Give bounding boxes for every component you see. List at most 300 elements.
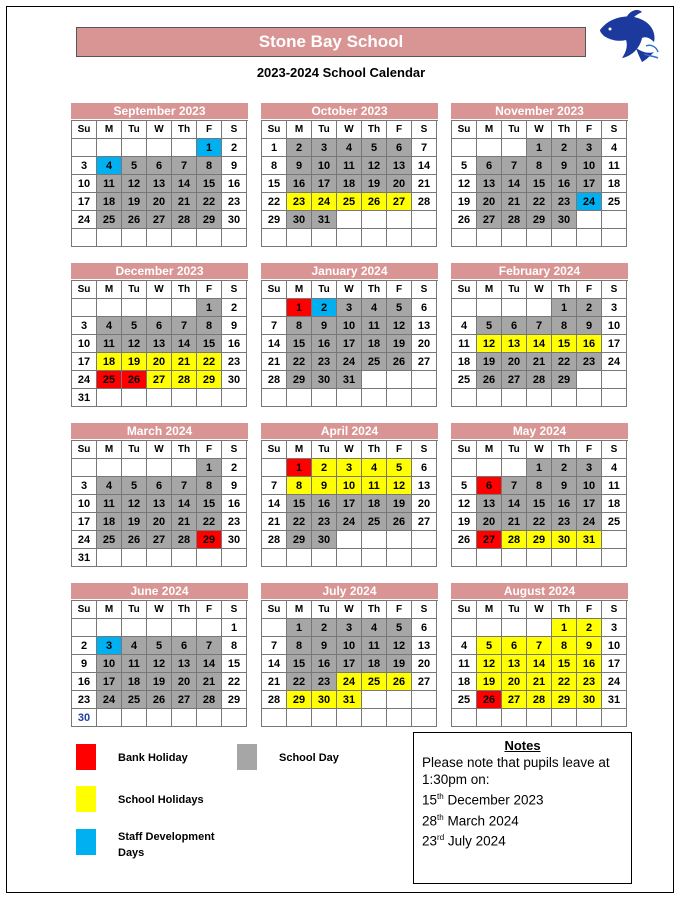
- day-header: W: [147, 281, 172, 299]
- day-cell: 14: [172, 495, 197, 513]
- empty-cell: [72, 139, 97, 157]
- day-header: S: [222, 601, 247, 619]
- empty-cell: [172, 459, 197, 477]
- day-cell: 16: [312, 495, 337, 513]
- day-cell: 29: [197, 211, 222, 229]
- day-cell: 9: [552, 157, 577, 175]
- empty-cell: [97, 229, 122, 247]
- day-cell: 16: [552, 175, 577, 193]
- day-cell: 24: [577, 513, 602, 531]
- day-cell: 1: [287, 299, 312, 317]
- month-5: [451, 263, 628, 407]
- staff-development-label-line2: Days: [118, 847, 145, 859]
- day-header: W: [527, 601, 552, 619]
- day-cell: 13: [172, 655, 197, 673]
- day-cell: 3: [602, 299, 627, 317]
- day-cell: 3: [337, 619, 362, 637]
- empty-cell: [72, 459, 97, 477]
- day-header: Tu: [502, 281, 527, 299]
- day-cell: 8: [197, 317, 222, 335]
- empty-cell: [122, 619, 147, 637]
- day-header: S: [222, 441, 247, 459]
- empty-cell: [477, 459, 502, 477]
- empty-cell: [602, 549, 627, 567]
- empty-cell: [312, 549, 337, 567]
- day-cell: 8: [287, 637, 312, 655]
- day-cell: 14: [412, 157, 437, 175]
- day-cell: 30: [577, 691, 602, 709]
- day-cell: 4: [362, 299, 387, 317]
- empty-cell: [287, 709, 312, 727]
- day-cell: 2: [222, 139, 247, 157]
- day-cell: 30: [287, 211, 312, 229]
- day-cell: 8: [197, 157, 222, 175]
- empty-cell: [287, 229, 312, 247]
- empty-cell: [387, 709, 412, 727]
- day-cell: 24: [337, 673, 362, 691]
- day-cell: 18: [337, 175, 362, 193]
- day-cell: 4: [452, 637, 477, 655]
- empty-cell: [602, 709, 627, 727]
- day-cell: 17: [312, 175, 337, 193]
- day-header: S: [222, 281, 247, 299]
- empty-cell: [577, 371, 602, 389]
- day-header: F: [577, 121, 602, 139]
- day-cell: 20: [502, 353, 527, 371]
- day-cell: 2: [222, 459, 247, 477]
- empty-cell: [502, 459, 527, 477]
- empty-cell: [337, 229, 362, 247]
- day-cell: 23: [552, 193, 577, 211]
- empty-cell: [362, 691, 387, 709]
- day-cell: 31: [602, 691, 627, 709]
- day-cell: 29: [552, 371, 577, 389]
- day-cell: 22: [262, 193, 287, 211]
- notes-date-3-suffix: rd: [437, 833, 445, 842]
- day-cell: 19: [477, 673, 502, 691]
- day-cell: 14: [502, 495, 527, 513]
- day-cell: 18: [97, 193, 122, 211]
- day-cell: 10: [602, 317, 627, 335]
- day-cell: 26: [122, 531, 147, 549]
- day-cell: 2: [552, 139, 577, 157]
- day-cell: 12: [452, 495, 477, 513]
- day-header: Su: [72, 281, 97, 299]
- day-cell: 6: [477, 157, 502, 175]
- day-cell: 5: [387, 619, 412, 637]
- day-cell: 28: [262, 531, 287, 549]
- notes-date-1-rest: December 2023: [443, 792, 544, 808]
- day-cell: 29: [287, 371, 312, 389]
- day-cell: 17: [602, 655, 627, 673]
- day-header: Su: [452, 121, 477, 139]
- empty-cell: [362, 229, 387, 247]
- day-cell: 3: [337, 459, 362, 477]
- month-8: [451, 423, 628, 567]
- month-title: August 2024: [451, 583, 628, 599]
- day-cell: 20: [477, 513, 502, 531]
- day-cell: 18: [452, 353, 477, 371]
- empty-cell: [452, 299, 477, 317]
- day-cell: 8: [262, 157, 287, 175]
- empty-cell: [337, 709, 362, 727]
- day-cell: 24: [602, 673, 627, 691]
- empty-cell: [412, 211, 437, 229]
- day-cell: 27: [147, 211, 172, 229]
- day-header: Th: [552, 601, 577, 619]
- day-cell: 3: [602, 619, 627, 637]
- day-cell: 7: [172, 317, 197, 335]
- day-cell: 10: [337, 317, 362, 335]
- day-cell: 26: [147, 691, 172, 709]
- day-cell: 22: [287, 353, 312, 371]
- day-cell: 7: [527, 637, 552, 655]
- day-cell: 19: [452, 513, 477, 531]
- empty-cell: [337, 211, 362, 229]
- day-cell: 6: [502, 637, 527, 655]
- month-2: [451, 103, 628, 247]
- day-cell: 6: [147, 157, 172, 175]
- day-cell: 28: [172, 371, 197, 389]
- empty-cell: [122, 229, 147, 247]
- day-cell: 25: [97, 211, 122, 229]
- empty-cell: [362, 389, 387, 407]
- day-header: Tu: [502, 601, 527, 619]
- day-cell: 27: [147, 531, 172, 549]
- day-cell: 7: [172, 477, 197, 495]
- day-cell: 7: [412, 139, 437, 157]
- day-cell: 6: [172, 637, 197, 655]
- day-cell: 29: [287, 691, 312, 709]
- day-header: Su: [452, 281, 477, 299]
- day-cell: 5: [387, 459, 412, 477]
- day-cell: 23: [222, 193, 247, 211]
- empty-cell: [412, 389, 437, 407]
- day-header: Tu: [312, 121, 337, 139]
- day-cell: 11: [337, 157, 362, 175]
- day-cell: 15: [222, 655, 247, 673]
- day-cell: 14: [262, 495, 287, 513]
- month-title: November 2023: [451, 103, 628, 119]
- day-cell: 1: [287, 619, 312, 637]
- day-cell: 29: [197, 531, 222, 549]
- day-cell: 27: [412, 673, 437, 691]
- day-cell: 13: [502, 655, 527, 673]
- empty-cell: [502, 139, 527, 157]
- month-title: June 2024: [71, 583, 248, 599]
- day-cell: 28: [262, 691, 287, 709]
- day-cell: 11: [362, 637, 387, 655]
- day-cell: 13: [147, 175, 172, 193]
- empty-cell: [147, 299, 172, 317]
- day-cell: 27: [502, 371, 527, 389]
- day-cell: 9: [222, 157, 247, 175]
- day-cell: 12: [387, 637, 412, 655]
- day-cell: 13: [502, 335, 527, 353]
- day-cell: 7: [262, 477, 287, 495]
- month-6: [71, 423, 248, 567]
- day-cell: 17: [72, 513, 97, 531]
- day-cell: 10: [577, 477, 602, 495]
- day-cell: 2: [577, 299, 602, 317]
- month-0: [71, 103, 248, 247]
- day-cell: 16: [577, 335, 602, 353]
- day-cell: 9: [222, 317, 247, 335]
- school-day-swatch: [237, 744, 257, 770]
- day-cell: 14: [197, 655, 222, 673]
- day-header: M: [287, 441, 312, 459]
- day-cell: 14: [262, 655, 287, 673]
- empty-cell: [502, 389, 527, 407]
- day-cell: 5: [387, 299, 412, 317]
- month-title: September 2023: [71, 103, 248, 119]
- empty-cell: [577, 211, 602, 229]
- bank-holiday-swatch: [76, 744, 96, 770]
- empty-cell: [197, 709, 222, 727]
- day-cell: 11: [362, 477, 387, 495]
- day-cell: 10: [72, 335, 97, 353]
- empty-cell: [527, 619, 552, 637]
- empty-cell: [362, 549, 387, 567]
- day-cell: 12: [122, 175, 147, 193]
- day-cell: 3: [72, 317, 97, 335]
- day-cell: 27: [387, 193, 412, 211]
- day-cell: 17: [577, 495, 602, 513]
- day-cell: 27: [412, 353, 437, 371]
- day-header: F: [577, 281, 602, 299]
- day-cell: 1: [197, 139, 222, 157]
- day-cell: 26: [452, 531, 477, 549]
- day-cell: 1: [527, 459, 552, 477]
- empty-cell: [527, 229, 552, 247]
- day-cell: 8: [222, 637, 247, 655]
- day-cell: 14: [527, 655, 552, 673]
- month-7: [261, 423, 438, 567]
- month-title: April 2024: [261, 423, 438, 439]
- empty-cell: [552, 389, 577, 407]
- empty-cell: [122, 139, 147, 157]
- day-cell: 20: [147, 513, 172, 531]
- day-cell: 30: [552, 531, 577, 549]
- day-cell: 22: [527, 193, 552, 211]
- empty-cell: [262, 619, 287, 637]
- day-cell: 1: [527, 139, 552, 157]
- day-header: M: [97, 121, 122, 139]
- empty-cell: [97, 299, 122, 317]
- day-cell: 31: [312, 211, 337, 229]
- empty-cell: [387, 531, 412, 549]
- empty-cell: [122, 709, 147, 727]
- day-cell: 1: [552, 299, 577, 317]
- empty-cell: [412, 691, 437, 709]
- empty-cell: [502, 229, 527, 247]
- day-cell: 30: [312, 531, 337, 549]
- empty-cell: [477, 389, 502, 407]
- staff-development-swatch: [76, 829, 96, 855]
- day-cell: 25: [122, 691, 147, 709]
- notes-date-3-rest: July 2024: [444, 833, 506, 849]
- day-cell: 15: [527, 175, 552, 193]
- day-header: W: [337, 121, 362, 139]
- day-cell: 6: [412, 459, 437, 477]
- day-cell: 23: [287, 193, 312, 211]
- day-cell: 20: [172, 673, 197, 691]
- day-cell: 15: [287, 495, 312, 513]
- day-cell: 12: [122, 495, 147, 513]
- day-cell: 7: [502, 157, 527, 175]
- empty-cell: [577, 229, 602, 247]
- empty-cell: [122, 549, 147, 567]
- day-cell: 20: [477, 193, 502, 211]
- day-cell: 19: [387, 655, 412, 673]
- day-cell: 25: [362, 673, 387, 691]
- day-cell: 20: [412, 335, 437, 353]
- day-cell: 30: [312, 691, 337, 709]
- empty-cell: [122, 299, 147, 317]
- day-cell: 31: [577, 531, 602, 549]
- month-title: May 2024: [451, 423, 628, 439]
- day-cell: 28: [412, 193, 437, 211]
- day-cell: 26: [387, 513, 412, 531]
- empty-cell: [502, 619, 527, 637]
- day-header: M: [287, 121, 312, 139]
- day-cell: 30: [312, 371, 337, 389]
- day-cell: 30: [222, 371, 247, 389]
- day-cell: 27: [147, 371, 172, 389]
- notes-date-2-suffix: th: [437, 812, 444, 822]
- day-cell: 20: [147, 353, 172, 371]
- day-header: M: [287, 281, 312, 299]
- empty-cell: [412, 371, 437, 389]
- day-cell: 23: [222, 513, 247, 531]
- day-header: F: [197, 601, 222, 619]
- day-cell: 12: [452, 175, 477, 193]
- notes-title: Notes: [504, 738, 541, 753]
- notes-date-1-suffix: th: [437, 792, 444, 801]
- empty-cell: [147, 619, 172, 637]
- day-header: Su: [262, 281, 287, 299]
- day-header: S: [412, 441, 437, 459]
- empty-cell: [197, 619, 222, 637]
- day-cell: 16: [222, 335, 247, 353]
- day-cell: 9: [222, 477, 247, 495]
- day-cell: 9: [312, 637, 337, 655]
- day-cell: 3: [72, 477, 97, 495]
- day-cell: 6: [502, 317, 527, 335]
- day-cell: 27: [172, 691, 197, 709]
- day-cell: 24: [337, 353, 362, 371]
- day-cell: 26: [477, 691, 502, 709]
- day-cell: 7: [262, 317, 287, 335]
- bank-holiday-label: Bank Holiday: [118, 752, 188, 764]
- day-header: Su: [72, 121, 97, 139]
- day-cell: 29: [222, 691, 247, 709]
- day-cell: 12: [477, 655, 502, 673]
- day-cell: 7: [172, 157, 197, 175]
- staff-development-label: [118, 829, 215, 861]
- day-cell: 3: [337, 299, 362, 317]
- day-cell: 17: [97, 673, 122, 691]
- day-cell: 8: [287, 477, 312, 495]
- empty-cell: [262, 299, 287, 317]
- notes-date-1: [422, 788, 623, 809]
- day-cell: 10: [337, 477, 362, 495]
- month-grid: [261, 280, 438, 407]
- empty-cell: [262, 229, 287, 247]
- day-cell: 17: [577, 175, 602, 193]
- day-cell: 15: [262, 175, 287, 193]
- month-4: [261, 263, 438, 407]
- day-cell: 4: [97, 477, 122, 495]
- day-cell: 19: [122, 193, 147, 211]
- month-grid: [71, 440, 248, 567]
- day-header: Su: [262, 601, 287, 619]
- day-header: Tu: [122, 441, 147, 459]
- staff-development-label-line1: Staff Development: [118, 831, 215, 843]
- empty-cell: [337, 549, 362, 567]
- empty-cell: [452, 619, 477, 637]
- empty-cell: [552, 229, 577, 247]
- day-cell: 16: [312, 335, 337, 353]
- day-cell: 8: [287, 317, 312, 335]
- day-cell: 1: [552, 619, 577, 637]
- day-cell: 24: [577, 193, 602, 211]
- day-cell: 10: [577, 157, 602, 175]
- day-cell: 30: [222, 531, 247, 549]
- notes-date-3-day: 23: [422, 833, 438, 849]
- day-cell: 30: [72, 709, 97, 727]
- day-cell: 4: [97, 157, 122, 175]
- day-cell: 16: [577, 655, 602, 673]
- empty-cell: [97, 549, 122, 567]
- day-cell: 28: [172, 211, 197, 229]
- day-cell: 23: [222, 353, 247, 371]
- empty-cell: [502, 299, 527, 317]
- day-cell: 3: [577, 139, 602, 157]
- empty-cell: [337, 531, 362, 549]
- month-title: July 2024: [261, 583, 438, 599]
- legend-school-day: [237, 744, 339, 770]
- day-cell: 18: [602, 175, 627, 193]
- empty-cell: [602, 211, 627, 229]
- day-cell: 13: [412, 317, 437, 335]
- empty-cell: [527, 709, 552, 727]
- day-cell: 28: [172, 531, 197, 549]
- school-holidays-swatch: [76, 786, 96, 812]
- day-cell: 21: [172, 353, 197, 371]
- day-cell: 11: [452, 655, 477, 673]
- day-cell: 25: [362, 353, 387, 371]
- day-header: Su: [72, 601, 97, 619]
- day-cell: 17: [337, 335, 362, 353]
- day-header: Tu: [122, 121, 147, 139]
- day-cell: 13: [477, 175, 502, 193]
- day-cell: 13: [387, 157, 412, 175]
- day-cell: 28: [527, 691, 552, 709]
- day-cell: 22: [552, 673, 577, 691]
- day-cell: 10: [312, 157, 337, 175]
- empty-cell: [362, 371, 387, 389]
- empty-cell: [147, 229, 172, 247]
- day-cell: 28: [502, 211, 527, 229]
- day-cell: 4: [122, 637, 147, 655]
- day-header: Th: [172, 441, 197, 459]
- day-cell: 23: [577, 353, 602, 371]
- empty-cell: [97, 459, 122, 477]
- day-header: M: [477, 441, 502, 459]
- day-cell: 10: [97, 655, 122, 673]
- empty-cell: [147, 389, 172, 407]
